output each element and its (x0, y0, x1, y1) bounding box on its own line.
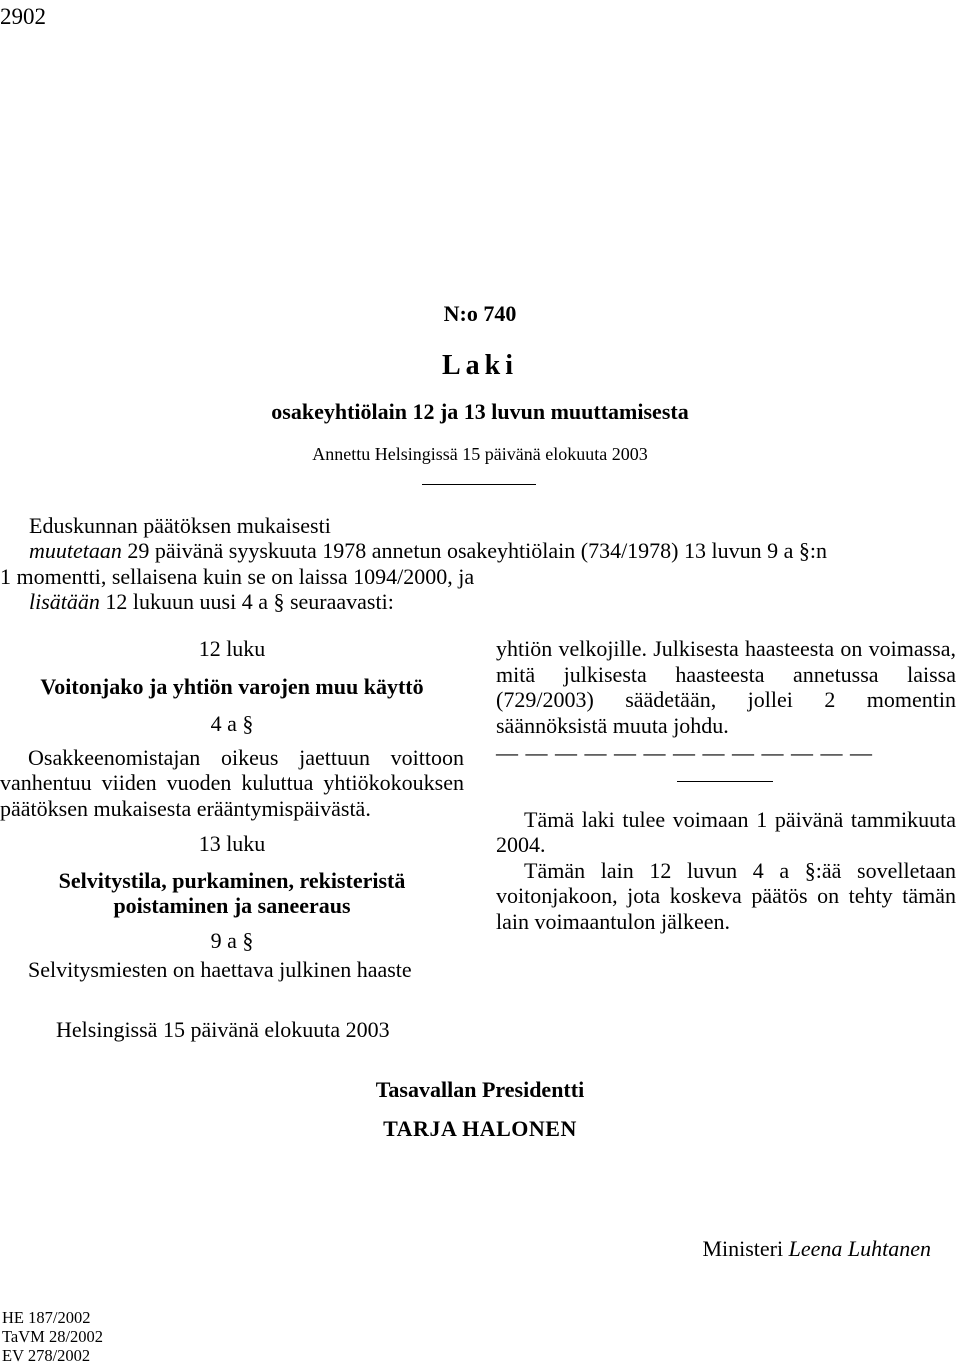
add-keyword: lisätään (29, 589, 100, 614)
section-9a-continuation: yhtiön velkojille. Julkisesta haasteesta on voimassa, mitä julkisesta haasteesta annetussa laissa (729/2003) säädetään, jollei 2 momentin säännöksistä muuta johdu. (496, 636, 956, 738)
chapter-12-label: 12 luku (198, 636, 266, 661)
section-4a-heading: 4 a § (210, 711, 254, 736)
entry-into-force-1: Tämä laki tulee voimaan 1 päivänä tammikuuta 2004. (496, 806, 956, 857)
signing-place-date: Helsingissä 15 päivänä elokuuta 2003 (56, 1017, 390, 1042)
entry-into-force-2: Tämän lain 12 luvun 4 a §:ää sovelletaan voitonjakoon, jota koskeva päätös on tehty tämän lain voimaantulon jälkeen. (496, 857, 956, 934)
document-type: Laki (441, 350, 519, 381)
chapter-13-title: Selvitystila, purkaminen, rekisteristä poistaminen ja saneeraus (58, 867, 406, 918)
preamble-line-3: 1 momentti, sellaisena kuin se on laissa 1094/2000, ja (0, 564, 475, 589)
president-name: TARJA HALONEN (383, 1116, 577, 1141)
preamble-line-4 (29, 589, 394, 615)
section-9a-heading: 9 a § (210, 927, 254, 953)
preamble-line-2 (29, 538, 957, 564)
header-rule (422, 484, 536, 485)
law-title: osakeyhtiölain 12 ja 13 luvun muuttamisesta (271, 399, 689, 424)
section-4a-text: Osakkeenomistajan oikeus jaettuun voittoon vanhentuu viiden vuoden kuluttua yhtiökokouksen päätöksen mukaisesta erääntymispäivästä. (0, 744, 464, 821)
amend-keyword: muutetaan (29, 538, 122, 563)
legislative-references (2, 1308, 103, 1365)
president-title: Tasavallan Presidentti (375, 1077, 585, 1102)
reference-he: HE 187/2002 (2, 1308, 91, 1327)
reference-ev: EV 278/2002 (2, 1346, 91, 1365)
page-number: 2902 (0, 4, 46, 29)
statute-number: N:o 740 (443, 301, 517, 326)
minister-title: Ministeri (702, 1236, 784, 1261)
preamble-line-1: Eduskunnan päätöksen mukaisesti (29, 513, 331, 538)
omission-dashes: — — — — — — — — — — — — — (496, 740, 873, 765)
chapter-12-title: Voitonjako ja yhtiön varojen muu käyttö (40, 673, 424, 699)
minister-name: Leena Luhtanen (788, 1236, 931, 1261)
amend-text: 29 päivänä syyskuuta 1978 annetun osakeyhtiölain (734/1978) 13 luvun 9 a §:n (121, 538, 827, 563)
column-rule (677, 781, 773, 782)
left-column (0, 636, 464, 983)
section-9a-text: Selvitysmiesten on haettava julkinen haaste (28, 957, 412, 982)
given-date: Annettu Helsingissä 15 päivänä elokuuta 2003 (312, 444, 648, 464)
reference-tavm: TaVM 28/2002 (2, 1327, 104, 1346)
right-column (496, 636, 956, 934)
chapter-13-label: 13 luku (198, 831, 266, 856)
add-text: 12 lukuun uusi 4 a § seuraavasti: (99, 589, 394, 614)
minister-signature (702, 1236, 931, 1262)
